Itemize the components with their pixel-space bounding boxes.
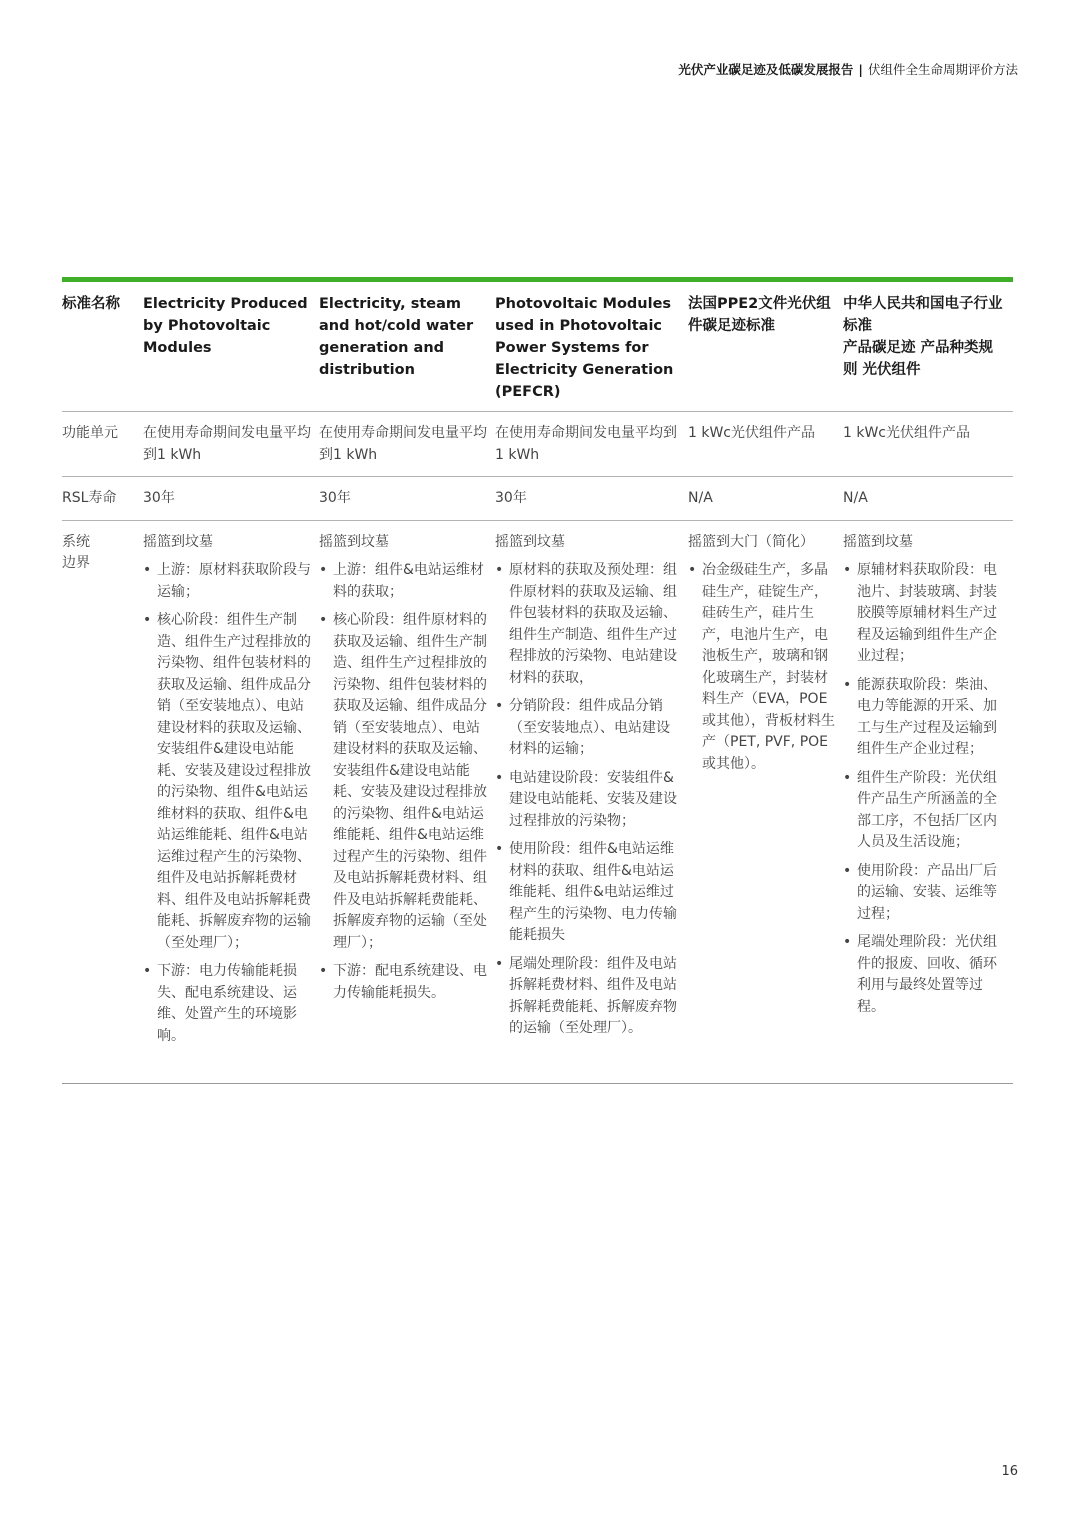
list-item: • 上游：原材料获取阶段与运输； <box>143 560 311 603</box>
table-cell: N/A <box>843 477 1013 521</box>
bullet-list <box>143 560 311 1047</box>
boundary-scope: 摇篮到坟墓 <box>495 533 565 550</box>
header-col-4: 法国PPE2文件光伏组件碳足迹标准 <box>688 282 843 412</box>
row-label-line-1: 系统 <box>62 533 90 550</box>
header-col-5-line-2: 产品碳足迹 产品种类规则 光伏组件 <box>843 340 994 378</box>
boundary-scope: 摇篮到坟墓 <box>319 533 389 550</box>
bullet-list <box>843 560 1005 1018</box>
list-item: • 原辅材料获取阶段：电池片、封装玻璃、封装胶膜等原辅材料生产过程及运输到组件生产企业过程； <box>843 560 1005 668</box>
list-item: • 使用阶段：组件&电站运维材料的获取、组件&电站运维能耗、组件&电站运维过程产生的污染物、电力传输能耗损失 <box>495 839 680 947</box>
table-cell: 30年 <box>495 477 688 521</box>
list-item: • 原材料的获取及预处理：组件原材料的获取及运输、组件包装材料的获取及运输、组件生产制造、组件生产过程排放的污染物、电站建设材料的获取， <box>495 560 680 689</box>
header-col-5-line-1: 中华人民共和国电子行业标准 <box>843 296 1003 334</box>
standards-comparison-table <box>62 277 1013 1084</box>
list-item: • 核心阶段：组件生产制造、组件生产过程排放的污染物、组件包装材料的获取及运输、组件成品分销（至安装地点）、电站建设材料的获取及运输、安装组件&建设电站能耗、安装及建设过程排放的污染物、组件&电站运维材料的获取、组件&电站运维能耗、组件&电站运维过程产生的污染物、组件及电站拆解耗费材料、组件及电站拆解耗费能耗、拆解废弃物的运输（至处理厂）； <box>143 610 311 954</box>
table-cell <box>688 520 843 1084</box>
list-item: • 分销阶段：组件成品分销（至安装地点）、电站建设材料的运输； <box>495 696 680 761</box>
row-label: 功能单元 <box>62 412 143 477</box>
bullet-list <box>319 560 487 1004</box>
row-label <box>62 520 143 1084</box>
list-item: • 能源获取阶段：柴油、电力等能源的开采、加工与生产过程及运输到组件生产企业过程； <box>843 675 1005 761</box>
list-item: • 电站建设阶段：安装组件&建设电站能耗、安装及建设过程排放的污染物； <box>495 768 680 833</box>
table-row-rsl <box>62 477 1013 521</box>
table-cell: 1 kWc光伏组件产品 <box>843 412 1013 477</box>
header-separator: | <box>858 62 863 77</box>
table-cell <box>319 520 495 1084</box>
table-cell: 在使用寿命期间发电量平均到1 kWh <box>319 412 495 477</box>
header-col-5 <box>843 282 1013 412</box>
list-item: • 冶金级硅生产，多晶硅生产，硅锭生产，硅砖生产，硅片生产，电池片生产，电池板生产，玻璃和钢化玻璃生产，封装材料生产（EVA，POE或其他），背板材料生产（PET, PVF, POE或其他）。 <box>688 560 835 775</box>
list-item: • 下游：配电系统建设、电力传输能耗损失。 <box>319 961 487 1004</box>
page-number: 16 <box>1001 1464 1018 1479</box>
table-cell <box>495 520 688 1084</box>
header-col-1: Electricity Produced by Photovoltaic Modules <box>143 282 319 412</box>
list-item: • 上游：组件&电站运维材料的获取； <box>319 560 487 603</box>
header-standard-name: 标准名称 <box>62 282 143 412</box>
row-label-line-2: 边界 <box>62 555 90 571</box>
list-item: • 使用阶段：产品出厂后的运输、安装、运维等过程； <box>843 861 1005 926</box>
row-label: RSL寿命 <box>62 477 143 521</box>
list-item: • 尾端处理阶段：组件及电站拆解耗费材料、组件及电站拆解耗费能耗、拆解废弃物的运输（至处理厂）。 <box>495 954 680 1040</box>
list-item: • 尾端处理阶段：光伏组件的报废、回收、循环利用与最终处置等过程。 <box>843 932 1005 1018</box>
table-cell: 在使用寿命期间发电量平均到1 kWh <box>495 412 688 477</box>
list-item: • 组件生产阶段：光伏组件产品生产所涵盖的全部工序，不包括厂区内人员及生活设施； <box>843 768 1005 854</box>
running-header <box>678 60 1018 78</box>
section-title: 伏组件全生命周期评价方法 <box>867 62 1018 77</box>
table-cell: 1 kWc光伏组件产品 <box>688 412 843 477</box>
table-cell <box>843 520 1013 1084</box>
table-row-functional-unit <box>62 412 1013 477</box>
table-cell <box>143 520 319 1084</box>
table-cell: 在使用寿命期间发电量平均到1 kWh <box>143 412 319 477</box>
table-cell: 30年 <box>319 477 495 521</box>
table-row-system-boundary <box>62 520 1013 1084</box>
bullet-list <box>495 560 680 1040</box>
header-col-2: Electricity, steam and hot/cold water generation and distribution <box>319 282 495 412</box>
boundary-scope: 摇篮到坟墓 <box>843 533 913 550</box>
boundary-scope: 摇篮到坟墓 <box>143 533 213 550</box>
table-header-row <box>62 282 1013 412</box>
list-item: • 下游：电力传输能耗损失、配电系统建设、运维、处置产生的环境影响。 <box>143 961 311 1047</box>
boundary-scope: 摇篮到大门（简化） <box>688 533 814 550</box>
header-col-3: Photovoltaic Modules used in Photovoltaic Power Systems for Electricity Generation (PEFCR) <box>495 282 688 412</box>
table-cell: N/A <box>688 477 843 521</box>
table-cell: 30年 <box>143 477 319 521</box>
report-title: 光伏产业碳足迹及低碳发展报告 <box>678 62 854 77</box>
list-item: • 核心阶段：组件原材料的获取及运输、组件生产制造、组件生产过程排放的污染物、组件包装材料的获取及运输、组件成品分销（至安装地点）、电站建设材料的获取及运输、安装组件&建设电站能耗、安装及建设过程排放的污染物、组件&电站运维能耗、组件&电站运维过程产生的污染物、组件及电站拆解耗费材料、组件及电站拆解耗费能耗、拆解废弃物的运输（至处理厂）； <box>319 610 487 954</box>
bullet-list <box>688 560 835 775</box>
